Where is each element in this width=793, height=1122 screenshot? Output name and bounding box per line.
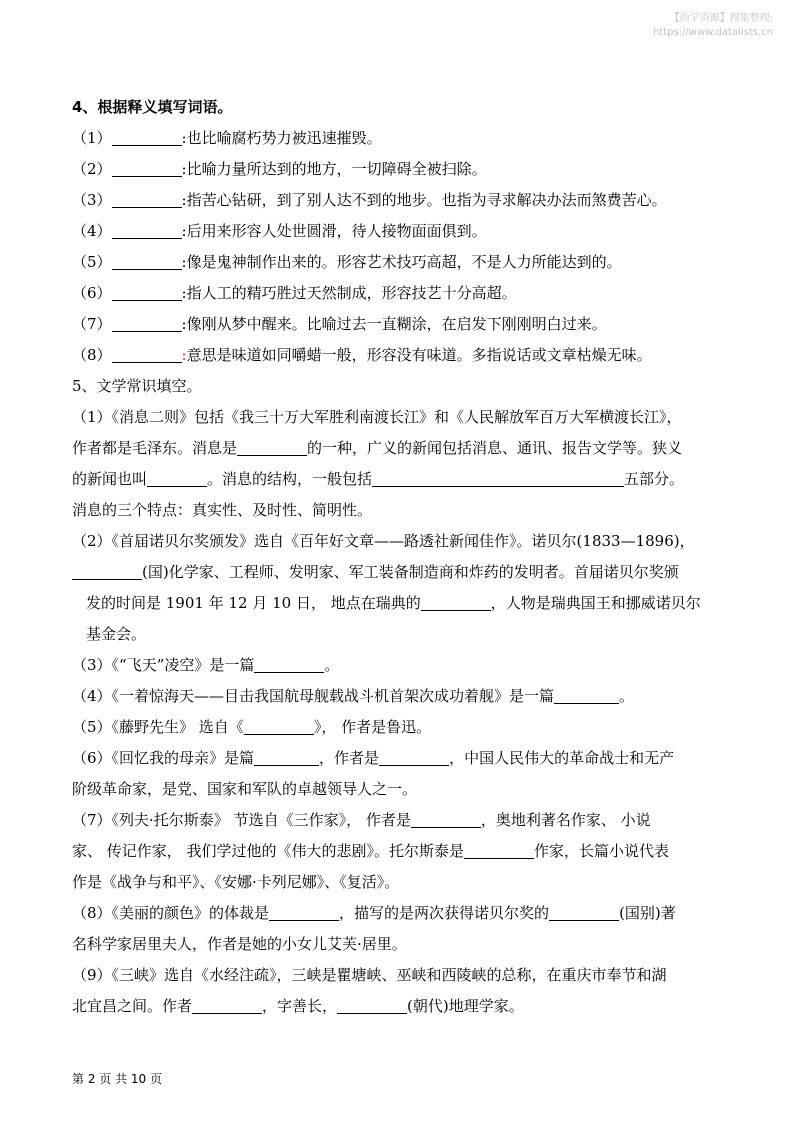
- q1-text: 作者都是毛泽东。消息是: [72, 439, 238, 457]
- q7-line-1: [72, 805, 732, 836]
- definition-item-3: [72, 185, 732, 216]
- watermark-url: https://www.datalists.cn: [652, 27, 773, 38]
- item-definition: 意思是味道如同嚼蜡一般，形容没有味道。多指说话或文章枯燥无味。: [186, 346, 652, 364]
- q1-line-2: [72, 433, 732, 464]
- q2-line-3: [72, 588, 732, 619]
- item-definition: :比喻力量所达到的地方，一切障碍全被扫除。: [181, 160, 487, 178]
- q7-line-3: 作是《战争与和平》、《安娜·卡列尼娜》、《复活》。: [72, 873, 400, 891]
- item-definition: :也比喻腐朽势力被迅速摧毁。: [181, 129, 382, 147]
- q1-text: 的一种，广义的新闻包括消息、通讯、报告文学等。狭义: [307, 439, 683, 457]
- definition-item-4: [72, 216, 732, 247]
- q4-line: [72, 681, 732, 712]
- watermark-title: 【尚学资源】搜集整理:: [669, 13, 773, 24]
- answer-blank[interactable]: [72, 562, 142, 580]
- q4-text: 。: [619, 687, 635, 705]
- q9-line-1: （9）《三峡》选自《水经注疏》，三峡是瞿塘峡、巫峡和西陵峡的总称，在重庆市奉节和湖: [72, 966, 667, 984]
- q7-line-2: [72, 836, 732, 867]
- q9-line-2: [72, 991, 732, 1022]
- section-4-heading: 4、根据释义填写词语。: [72, 98, 233, 116]
- document-body: [72, 92, 732, 1022]
- q8-line-2: 名科学家居里夫人，作者是她的小女儿艾芙·居里。: [72, 935, 407, 953]
- answer-blank[interactable]: [337, 996, 407, 1014]
- q7-text: （7）《列夫·托尔斯泰》 节选自《三作家》， 作者是: [72, 811, 411, 829]
- q4-text: （4）《一着惊海天——目击我国航母舰载战斗机首架次成功着舰》是一篇: [72, 687, 555, 705]
- definition-item-6: [72, 278, 732, 309]
- answer-blank[interactable]: [554, 686, 619, 704]
- answer-blank[interactable]: [112, 283, 182, 301]
- section-5-heading: 5、文学常识填空。: [72, 377, 202, 395]
- answer-blank[interactable]: [112, 221, 182, 239]
- q6-text: ，中国人民伟大的革命战士和无产: [449, 749, 675, 767]
- q7-text: 作家，长篇小说代表: [534, 842, 670, 860]
- q1-line-3: [72, 464, 732, 495]
- definition-item-7: [72, 309, 732, 340]
- answer-blank[interactable]: [549, 903, 619, 921]
- answer-blank[interactable]: [379, 748, 449, 766]
- definition-item-8: [72, 340, 732, 371]
- q7-text: ，奥地利著名作家、 小说: [480, 811, 651, 829]
- answer-blank[interactable]: [421, 593, 491, 611]
- definition-item-1: [72, 123, 732, 154]
- answer-blank[interactable]: [254, 655, 324, 673]
- q1-line-4: 消息的三个特点：真实性、及时性、简明性。: [72, 501, 373, 519]
- q6-line-2: 阶级革命家，是党、国家和军队的卓越领导人之一。: [72, 780, 418, 798]
- q6-text: ，作者是: [319, 749, 380, 767]
- q3-line: [72, 650, 732, 681]
- q2-line-2: [72, 557, 732, 588]
- definition-item-5: [72, 247, 732, 278]
- q1-text: 的新闻也叫: [72, 470, 148, 488]
- answer-blank[interactable]: [112, 252, 182, 270]
- item-number: （5）: [72, 253, 112, 271]
- definition-item-2: [72, 154, 732, 185]
- q2-text: 发的时间是 1901 年 12 月 10 日， 地点在瑞典的: [86, 594, 421, 612]
- answer-blank[interactable]: [112, 345, 182, 363]
- q8-text: (国别)著: [619, 904, 676, 922]
- q7-text: 家、 传记作家， 我们学过他的《伟大的悲剧》。托尔斯泰是: [72, 842, 465, 860]
- item-colon: :: [181, 346, 187, 364]
- item-number: （1）: [72, 129, 112, 147]
- item-definition: :后用来形容人处世圆滑，待人接物面面俱到。: [181, 222, 487, 240]
- answer-blank[interactable]: [254, 748, 319, 766]
- q3-text: 。: [324, 656, 340, 674]
- q2-line-1: （2）《首届诺贝尔奖颁发》选自《百年好文章——路透社新闻佳作》。诺贝尔(1833—1896)，: [72, 532, 695, 550]
- item-number: （3）: [72, 191, 112, 209]
- q8-line-1: [72, 898, 732, 929]
- q2-line-4: 基金会。: [86, 625, 147, 643]
- answer-blank[interactable]: [112, 159, 182, 177]
- answer-blank[interactable]: [464, 841, 534, 859]
- answer-blank[interactable]: [192, 996, 262, 1014]
- answer-blank[interactable]: [147, 469, 207, 487]
- item-number: （7）: [72, 315, 112, 333]
- q6-line-1: [72, 743, 732, 774]
- watermark: [653, 12, 773, 40]
- q6-text: （6）《回忆我的母亲》是篇: [72, 749, 255, 767]
- answer-blank[interactable]: [112, 314, 182, 332]
- item-number: （8）: [72, 346, 112, 364]
- page-footer: 第 2 页 共 10 页: [72, 1072, 162, 1086]
- q1-text: 五部分。: [624, 470, 685, 488]
- answer-blank[interactable]: [112, 190, 182, 208]
- answer-blank[interactable]: [244, 717, 314, 735]
- q8-text: （8）《美丽的颜色》的体裁是: [72, 904, 270, 922]
- item-number: （2）: [72, 160, 112, 178]
- q2-text: (国)化学家、工程师、发明家、军工装备制造商和炸药的发明者。首届诺贝尔奖颁: [142, 563, 679, 581]
- q8-text: ，描写的是两次获得诺贝尔奖的: [339, 904, 550, 922]
- item-number: （4）: [72, 222, 112, 240]
- answer-blank[interactable]: [269, 903, 339, 921]
- q3-text: （3）《“飞天”凌空》是一篇: [72, 656, 255, 674]
- q5-text: （5）《藤野先生》 选自《: [72, 718, 244, 736]
- q9-text: ，字善长，: [262, 997, 338, 1015]
- q1-line-1: （1）《消息二则》包括《我三十万大军胜利南渡长江》和《人民解放军百万大军横渡长江》，: [72, 408, 682, 426]
- item-definition: :像是鬼神制作出来的。形容艺术技巧高超，不是人力所能达到的。: [181, 253, 622, 271]
- answer-blank[interactable]: [237, 438, 307, 456]
- q2-text: ，人物是瑞典国王和挪威诺贝尔: [490, 594, 701, 612]
- q9-text: (朝代)地理学家。: [407, 997, 524, 1015]
- q5-text: 》， 作者是鲁迅。: [313, 718, 432, 736]
- q5-line: [72, 712, 732, 743]
- item-definition: :指人工的精巧胜过天然制成，形容技艺十分高超。: [181, 284, 517, 302]
- item-definition: :像刚从梦中醒来。比喻过去一直糊涂，在启发下刚刚明白过来。: [181, 315, 607, 333]
- q1-text: 。消息的结构，一般包括: [207, 470, 373, 488]
- answer-blank[interactable]: [411, 810, 481, 828]
- item-definition: :指苦心钻研，到了别人达不到的地步。也指为寻求解决办法而煞费苦心。: [181, 191, 667, 209]
- answer-blank[interactable]: [112, 128, 182, 146]
- item-number: （6）: [72, 284, 112, 302]
- q9-text: 北宜昌之间。作者: [72, 997, 193, 1015]
- answer-blank[interactable]: [372, 469, 624, 487]
